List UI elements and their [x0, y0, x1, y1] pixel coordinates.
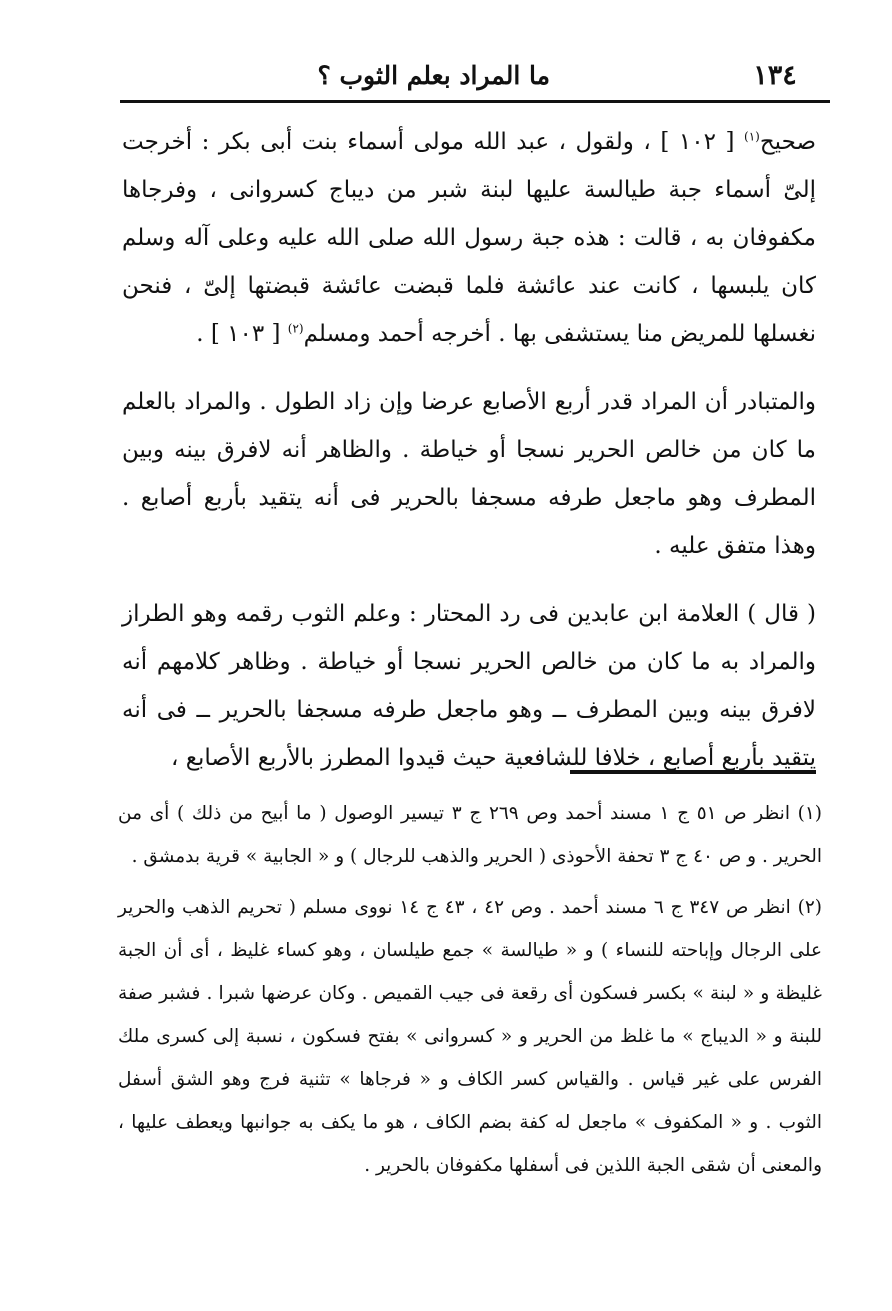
footnote-1: (١) انظر ص ٥١ ج ١ مسند أحمد وص ٢٦٩ ج ٣ تيسير الوصول ( ما أبيح من ذلك ) أى من الحرير . و ص ٤٠ ج ٣ تحفة الأحوذى ( الحرير والذهب للرجال ) و « الجابية » قرية بدمشق .	[118, 803, 823, 867]
main-text	[122, 118, 816, 802]
footnote-rule	[570, 770, 816, 774]
paragraph-explanation: والمتبادر أن المراد قدر أربع الأصابع عرضا وإن زاد الطول . والمراد بالعلم ما كان من خالص الحرير نسجا أو خياطة . والظاهر أنه لافرق بينه وبين المطرف وهو ماجعل طرفه مسجفا بالحرير فى أنه يتقيد بأربع أصابع . وهذا متفق عليه .	[122, 389, 816, 559]
header-rule	[120, 100, 830, 103]
paragraph-ibn-abidin: ( قال ) العلامة ابن عابدين فى رد المحتار : وعلم الثوب رقمه وهو الطراز والمراد به ما كان من خالص الحرير نسجا أو خياطة . وظاهر كلامهم أنه لافرق بينه وبين المطرف ــ وهو ماجعل طرفه مسجفا بالحرير ــ فى أنه يتقيد بأربع أصابع ، خلافا للشافعية حيث قيدوا المطرز بالأربع الأصابع ،	[122, 601, 816, 771]
paragraph-hadith-body: [ ١٠٢ ] ، ولقول ، عبد الله مولى أسماء بنت أبى بكر : أخرجت إلىّ أسماء جبة طيالسة عليها لبنة شبر من ديباج كسروانى ، وفرجاها مكفوفان به ، قالت : هذه جبة رسول الله صلى الله عليه وعلى آله وسلم كان يلبسها ، كانت عند عائشة فلما قبضت عائشة قبضتها إلىّ ، فنحن نغسلها للمريض منا يستشفى بها . أخرجه أحمد ومسلم	[122, 129, 816, 347]
paragraph-hadith	[122, 118, 816, 358]
running-title: ما المراد بعلم الثوب ؟	[317, 60, 550, 90]
footnotes	[118, 792, 822, 1195]
page-number: ١٣٤	[753, 59, 797, 91]
page-header	[120, 50, 830, 100]
footnote-2: (٢) انظر ص ٣٤٧ ج ٦ مسند أحمد . وص ٤٢ ، ٤٣ ج ١٤ نووى مسلم ( تحريم الذهب والحرير على الرجال وإباحته للنساء ) و « طيالسة » جمع طيلسان ، وهو كساء غليظ ، أى أن الجبة غليظة و « لبنة » بكسر فسكون أى رقعة فى جيب القميص . وكان عرضها شبرا . فشبر صفة للبنة و « الديباج » ما غلظ من الحرير و « كسروانى » بفتح فسكون ، نسبة إلى كسرى ملك الفرس على غير قياس . والقياس كسر الكاف و « فرجاها » تثنية فرج وهو الشق أسفل الثوب . و « المكفوف » ماجعل له كفة بضم الكاف ، هو ما يكف به جوانبها ويعطف عليها ، والمعنى أن شقى الجبة اللذين فى أسفلها مكفوفان بالحرير .	[118, 897, 822, 1176]
footnote-ref-1: (١)	[744, 129, 760, 144]
paragraph-hadith-start: صحيح	[759, 129, 816, 155]
footnote-ref-2: (٢)	[287, 321, 304, 336]
paragraph-hadith-end: [ ١٠٣ ] .	[196, 321, 288, 347]
